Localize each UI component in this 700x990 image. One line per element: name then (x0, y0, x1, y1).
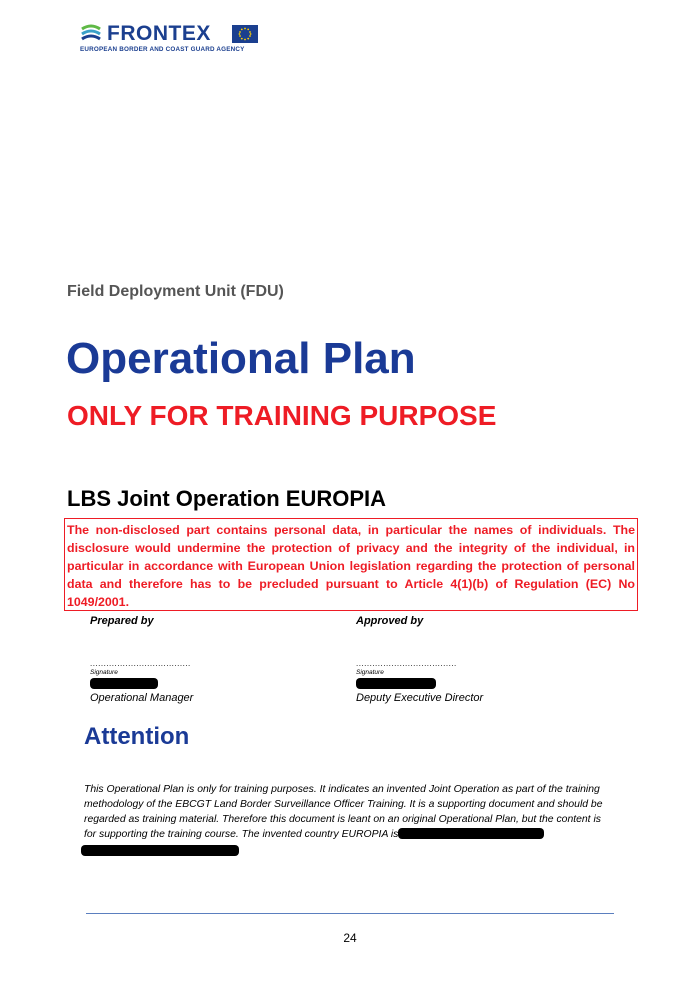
frontex-waves-icon (80, 24, 102, 44)
redacted-name (90, 678, 158, 689)
approved-by-heading: Approved by (356, 615, 424, 627)
attention-notice (84, 782, 614, 842)
prepared-by-role: Operational Manager (90, 692, 194, 704)
logo-agency-name: EUROPEAN BORDER AND COAST GUARD AGENCY (80, 46, 245, 53)
prepared-by-heading: Prepared by (90, 615, 154, 627)
redacted-text-continued (81, 845, 239, 856)
signature-line: ..................................... (90, 659, 191, 668)
eu-flag-icon (232, 25, 258, 43)
unit-name: Field Deployment Unit (FDU) (67, 283, 284, 300)
redacted-name (356, 678, 436, 689)
operation-name: LBS Joint Operation EUROPIA (67, 486, 387, 511)
approved-by-block (356, 615, 576, 704)
footer-divider (86, 913, 614, 914)
logo-wordmark: FRONTEX (107, 22, 211, 45)
page-number: 24 (343, 931, 357, 945)
redaction-notice: The non-disclosed part contains personal data, in particular the names of individuals. The disclosure would undermine the protection of privacy and the integrity of the individual, in particular in accordance with European Union legislation regarding the protection of personal data and therefore has to be precluded pursuant to Article 4(1)(b) of Regulation (EC) No 1049/2001. (64, 518, 638, 611)
document-subtitle: ONLY FOR TRAINING PURPOSE (67, 400, 497, 431)
approved-by-role: Deputy Executive Director (356, 692, 484, 704)
redacted-text (398, 828, 544, 839)
prepared-by-block (90, 615, 310, 704)
signature-label: Signature (356, 669, 384, 676)
document-title: Operational Plan (66, 334, 416, 383)
signature-label: Signature (90, 669, 118, 676)
attention-heading: Attention (84, 723, 190, 750)
frontex-logo (80, 22, 260, 56)
attention-text: This Operational Plan is only for training purposes. It indicates an invented Joint Operation as part of the training methodology of the EBCGT Land Border Surveillance Officer Training. It is a supporting document and should be regarded as training material. Therefore this document is leant on an original Operational Plan, but the content is for supporting the training course. The invented country EUROPIA is (84, 784, 603, 840)
signature-line: ..................................... (356, 659, 457, 668)
